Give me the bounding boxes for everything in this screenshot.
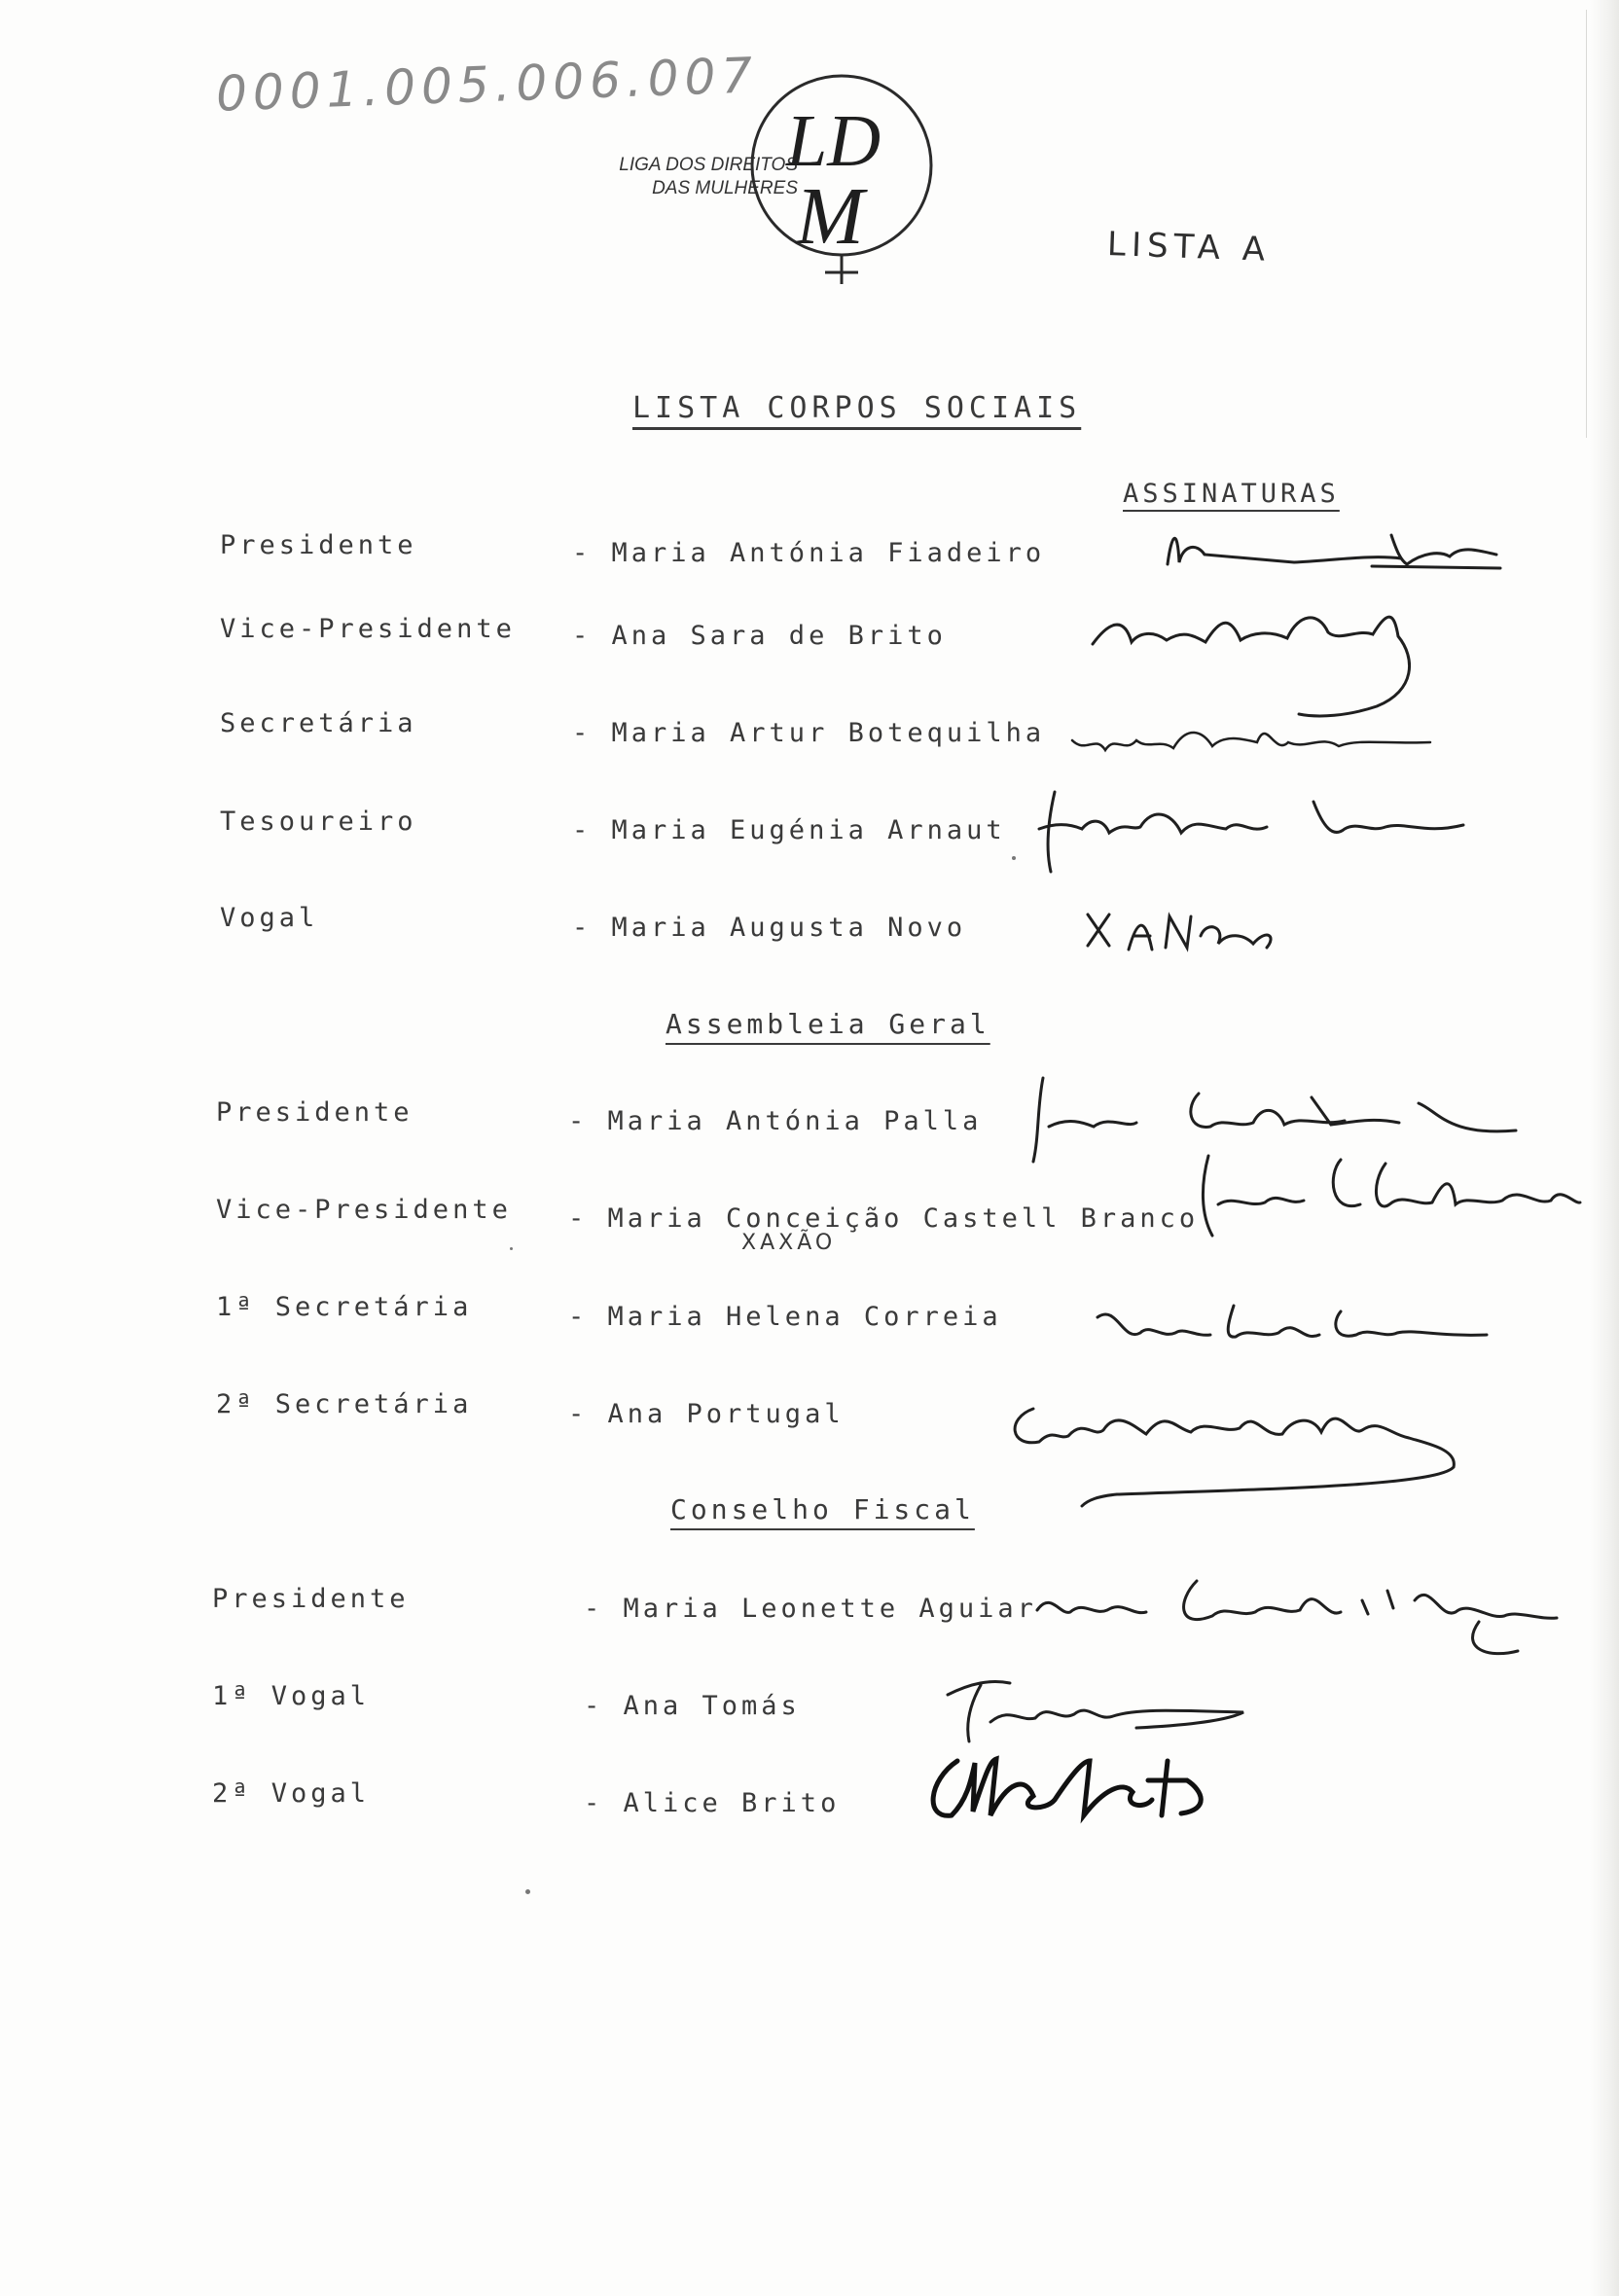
- archive-code: 0001.005.006.007: [215, 47, 760, 123]
- paper-edge: [1590, 0, 1619, 2296]
- svg-text:LD: LD: [786, 100, 881, 182]
- list-label: LISTA A: [1106, 225, 1272, 269]
- paper-speck: [510, 1247, 513, 1250]
- member-name: - Maria Leonette Aguiar: [584, 1594, 1037, 1624]
- org-name-line2: DAS MULHERES: [652, 178, 798, 198]
- signature-image: [1082, 893, 1286, 971]
- role-label: Presidente: [216, 1097, 414, 1128]
- member-name: - Maria Antónia Palla: [568, 1106, 983, 1136]
- member-name: - Maria Antónia Fiadeiro: [572, 538, 1046, 568]
- member-name: - Alice Brito: [584, 1788, 841, 1818]
- role-label: Vice-Presidente: [220, 614, 516, 644]
- member-name: - Maria Artur Botequilha: [572, 718, 1046, 748]
- role-label: 1ª Vogal: [212, 1681, 371, 1711]
- signature-image: [918, 1741, 1230, 1848]
- svg-text:M: M: [796, 171, 864, 262]
- role-label: 2ª Secretária: [216, 1389, 473, 1419]
- role-label: 2ª Vogal: [212, 1778, 371, 1809]
- signature-image: [942, 1664, 1253, 1751]
- section-heading-assembly: Assembleia Geral: [666, 1008, 990, 1040]
- signature-image: [1000, 1380, 1467, 1516]
- signature-image: [1066, 696, 1446, 773]
- paper-speck: [1012, 856, 1016, 860]
- role-label: 1ª Secretária: [216, 1292, 473, 1322]
- paper-speck: [525, 1889, 530, 1894]
- role-label: Vice-Presidente: [216, 1195, 512, 1225]
- member-name: - Maria Conceição Castell Branco: [568, 1203, 1200, 1234]
- role-label: Presidente: [220, 530, 417, 560]
- role-label: Secretária: [220, 708, 417, 738]
- handwritten-note: XAXÃO: [741, 1231, 837, 1255]
- member-name: - Ana Portugal: [568, 1399, 845, 1429]
- section-heading-fiscal: Conselho Fiscal: [670, 1493, 975, 1525]
- signature-image: [1195, 1146, 1584, 1253]
- signatures-heading: ASSINATURAS: [1123, 479, 1340, 509]
- role-label: Tesoureiro: [220, 807, 417, 837]
- ldm-logo: [749, 68, 953, 292]
- paper-crease: [1586, 10, 1587, 438]
- role-label: Vogal: [220, 903, 319, 933]
- role-label: Presidente: [212, 1584, 410, 1614]
- member-name: - Maria Eugénia Arnaut: [572, 815, 1006, 845]
- member-name: - Maria Helena Correia: [568, 1302, 1002, 1332]
- page-title: LISTA CORPOS SOCIAIS: [632, 391, 1082, 425]
- signature-image: [1031, 1561, 1576, 1668]
- member-name: - Ana Tomás: [584, 1691, 801, 1721]
- member-name: - Maria Augusta Novo: [572, 913, 967, 943]
- signature-image: [1035, 778, 1493, 885]
- signature-image: [1088, 1284, 1496, 1362]
- member-name: - Ana Sara de Brito: [572, 621, 947, 651]
- signature-image: [1158, 506, 1518, 584]
- org-name-line1: LIGA DOS DIREITOS: [619, 155, 798, 175]
